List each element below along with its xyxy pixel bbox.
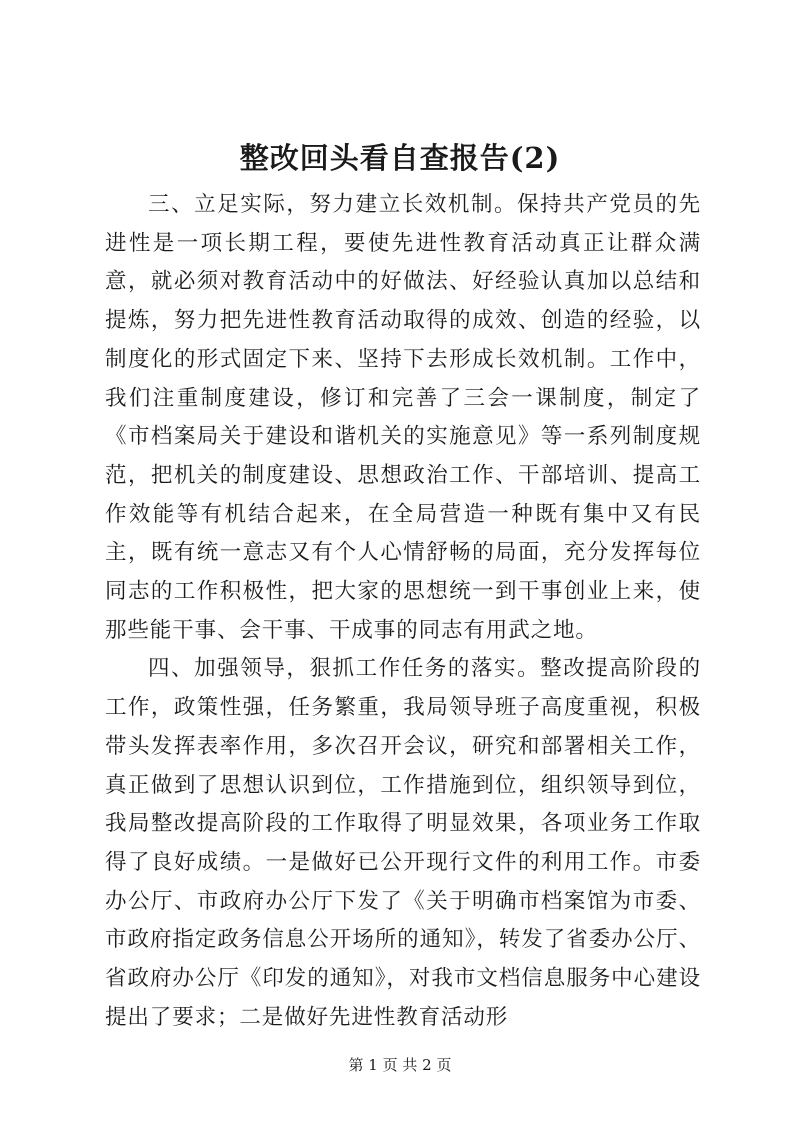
document-body bbox=[105, 186, 701, 1037]
document-title: 整改回头看自查报告(2) bbox=[239, 141, 561, 175]
paragraph-section-4: 四、加强领导，狠抓工作任务的落实。整改提高阶段的工作，政策性强，任务繁重，我局领导班子高度重视，积极带头发挥表率作用，多次召开会议，研究和部署相关工作，真正做到了思想认识到位，工作措施到位，组织领导到位，我局整改提高阶段的工作取得了明显效果，各项业务工作取得了良好成绩。一是做好已公开现行文件的利用工作。市委办公厅、市政府办公厅下发了《关于明确市档案馆为市委、市政府指定政务信息公开场所的通知》，转发了省委办公厅、省政府办公厅《印发的通知》，对我市文档信息服务中心建设提出了要求；二是做好先进性教育活动形 bbox=[105, 656, 701, 1030]
page-footer: 第 1 页 共 2 页 bbox=[348, 1056, 452, 1074]
paragraph-section-3: 三、立足实际，努力建立长效机制。保持共产党员的先进性是一项长期工程，要使先进性教育活动真正让群众满意，就必须对教育活动中的好做法、好经验认真加以总结和提炼，努力把先进性教育活动取得的成效、创造的经验，以制度化的形式固定下来、坚持下去形成长效机制。工作中，我们注重制度建设，修订和完善了三会一课制度，制定了《市档案局关于建设和谐机关的实施意见》等一系列制度规范，把机关的制度建设、思想政治工作、干部培训、提高工作效能等有机结合起来，在全局营造一种既有集中又有民主，既有统一意志又有个人心情舒畅的局面，充分发挥每位同志的工作积极性，把大家的思想统一到干事创业上来，使那些能干事、会干事、干成事的同志有用武之地。 bbox=[105, 192, 701, 643]
